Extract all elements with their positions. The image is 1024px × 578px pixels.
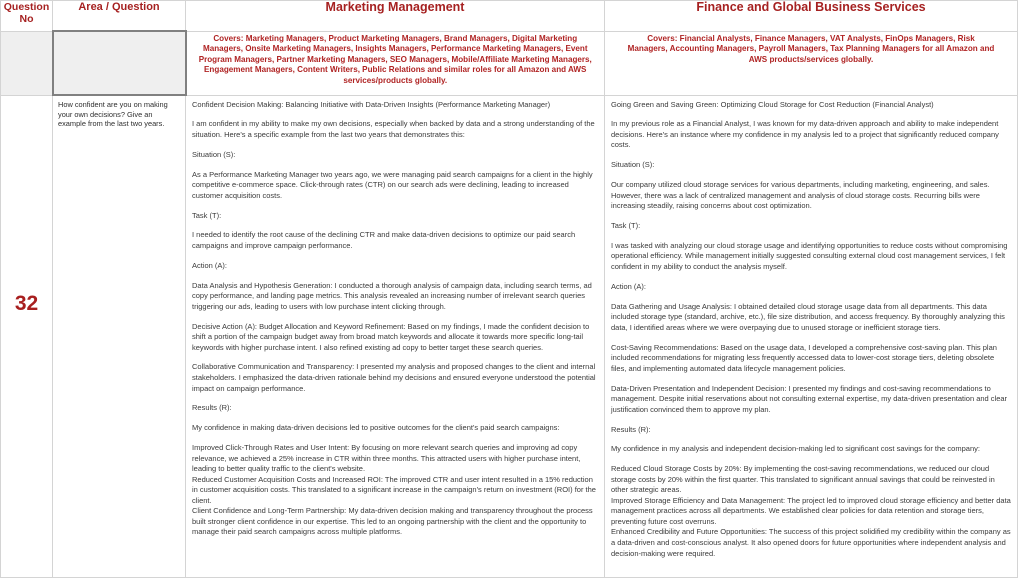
answer-paragraph: Decisive Action (A): Budget Allocation and Keyword Refinement: Based on my findings, I made the confident decision to shift a portion of the campaign budget away from broad match keywords and allocate it towards more specific long-tail keywords with higher purchase intent. I also refined existing ad copy to better target these search queries. <box>192 321 590 352</box>
covers-cell-question-no[interactable] <box>1 31 53 95</box>
answer-paragraph: Data Gathering and Usage Analysis: I obtained detailed cloud storage usage data from all departments. This data included storage type (standard, archive, etc.), file size distribution, and access frequency. By thoroughly analyzing this data, I identified areas where we were overpaying due to unused storage or inefficient storage tiers. <box>611 301 1005 332</box>
covers-cell-finance <box>605 31 1018 95</box>
cell-area-question[interactable] <box>53 95 186 578</box>
marketing-answer-body <box>186 96 604 539</box>
answer-paragraph: Reduced Customer Acquisition Costs and Increased ROI: The improved CTR and user intent resulted in a 15% reduction in customer acquisition costs. This translated to a significant increase in the campaign's return on investment (ROI) for the client. <box>192 474 596 505</box>
answer-paragraph: My confidence in making data-driven decisions led to positive outcomes for the client's paid search campaigns: <box>192 423 560 433</box>
cell-marketing-answer[interactable] <box>186 95 605 578</box>
covers-row <box>1 31 1018 95</box>
covers-cell-area-question[interactable] <box>53 31 186 95</box>
answer-paragraph: Cost-Saving Recommendations: Based on the usage data, I developed a comprehensive cost-saving plan. This plan included recommendations for migrating less frequently accessed data to lower-cost storage tiers, deleting obsolete files, and implementing automated data lifecycle management policies. <box>611 342 997 373</box>
answer-paragraph: Action (A): <box>192 260 228 270</box>
answer-paragraph: I was tasked with analyzing our cloud storage usage and identifying opportunities to reduce costs without compromising operational efficiency. While management initially suggested consulting external cloud cost management services, I felt confident in my ability to conduct the analysis myself. <box>611 240 1008 271</box>
answer-paragraph: Our company utilized cloud storage services for various departments, including marketing, engineering, and sales. However, there was a lack of centralized management and analysis of cloud storage costs. Recurring bills were increasing steadily, raising concerns about cost optimization. <box>611 180 990 211</box>
answer-paragraph: Results (R): <box>611 424 651 434</box>
answer-paragraph: Task (T): <box>611 221 641 231</box>
answer-paragraph: Data Analysis and Hypothesis Generation: I conducted a thorough analysis of campaign data, including search terms, ad copy performance, and landing page metrics. This analysis revealed an increasing number of irrelevant search queries triggering our ads, leading to users with low purchase intent clicking through. <box>192 280 592 311</box>
finance-answer-body <box>605 96 1017 560</box>
answer-paragraph: Going Green and Saving Green: Optimizing Cloud Storage for Cost Reduction (Financial Analyst) <box>611 99 934 109</box>
answer-paragraph: As a Performance Marketing Manager two years ago, we were managing paid search campaigns for a client in the highly competitive e-commerce space. Click-through rates (CTR) on our search ads were declining, leading to increased customer acquisition costs. <box>192 169 593 200</box>
column-header-question-no: Question No <box>1 1 53 32</box>
question-number: 32 <box>14 291 39 315</box>
covers-text-marketing: Covers: Marketing Managers, Product Marketing Managers, Brand Managers, Digital Marketing Managers, Onsite Marketing Managers, Insights Managers, Performance Marketing Managers, Event Program Managers, Partner Marketing Managers, SEO Managers, Mobile/Affiliate Marketing Managers, Engagement Managers, Content Writers, Public Relations and similar roles for all Amazon and AWS services/products globally. <box>198 33 592 85</box>
question-text: How confident are you on making your own decisions? Give an example from the last two years. <box>58 100 168 129</box>
column-header-area-question: Area / Question <box>53 1 186 32</box>
answer-paragraph: Situation (S): <box>611 160 655 170</box>
answer-paragraph: I am confident in my ability to make my own decisions, especially when backed by data and a strong understanding of the situation. Here's a specific example from the last two years that demonstrates this: <box>192 119 595 139</box>
table-row <box>1 95 1018 578</box>
answer-paragraph: Collaborative Communication and Transparency: I presented my analysis and proposed changes to the client and internal stakeholders. I emphasized the data-driven rationale behind my decisions and ensured everyone understood the potential impact on campaign performance. <box>192 362 596 393</box>
table-header-row <box>1 1 1018 32</box>
answer-paragraph: Results (R): <box>192 403 232 413</box>
answer-paragraph: Enhanced Credibility and Future Opportunities: The success of this project solidified my credibility within the company as a data-driven and cost-conscious analyst. It also opened doors for future opportunities where independent analysis and decision-making were required. <box>611 527 1011 558</box>
column-header-finance-gbs: Finance and Global Business Services <box>605 1 1018 32</box>
covers-cell-marketing <box>186 31 605 95</box>
answer-paragraph: Confident Decision Making: Balancing Initiative with Data-Driven Insights (Performance Marketing Manager) <box>192 99 551 109</box>
answer-paragraph: Action (A): <box>611 281 647 291</box>
answer-paragraph: Improved Storage Efficiency and Data Management: The project led to improved cloud storage efficiency and better data management practices across all departments. We established clear policies for data retention and storage tiers, preventing future cost overruns. <box>611 495 1011 526</box>
answer-paragraph: My confidence in my analysis and independent decision-making led to significant cost savings for the company: <box>611 444 980 454</box>
answer-paragraph: In my previous role as a Financial Analyst, I was known for my data-driven approach and ability to make independent decisions. Here's an instance where my confidence in my analysis led to a project that significantly reduced company costs. <box>611 119 999 150</box>
answer-paragraph: Improved Click-Through Rates and User Intent: By focusing on more relevant search queries and improving ad copy relevance, we achieved a 25% increase in CTR within three months. This attracted users with higher purchase intent, leading to better quality traffic to the client's website. <box>192 443 581 474</box>
answer-paragraph: Client Confidence and Long-Term Partnership: My data-driven decision making and transparency throughout the process built stronger client confidence in our expertise. This led to an ongoing partnership with the client and the opportunity to manage their paid search campaigns across multiple platforms. <box>192 506 593 537</box>
cell-finance-answer[interactable] <box>605 95 1018 578</box>
column-header-marketing-management: Marketing Management <box>186 1 605 32</box>
answer-paragraph: I needed to identify the root cause of the declining CTR and make data-driven decisions to optimize our paid search campaigns and improve campaign performance. <box>192 230 576 250</box>
covers-text-finance: Covers: Financial Analysts, Finance Managers, VAT Analysts, FinOps Managers, Risk Managers, Accounting Managers, Payroll Managers, Tax Planning Managers for all Amazon and AWS products/services globally. <box>627 33 995 64</box>
answer-paragraph: Reduced Cloud Storage Costs by 20%: By implementing the cost-saving recommendations, we reduced our cloud storage costs by 20% within the first quarter. This translated to significant annual savings that could be reinvested in other strategic areas. <box>611 464 995 495</box>
answer-paragraph: Situation (S): <box>192 149 236 159</box>
answer-paragraph: Task (T): <box>192 210 222 220</box>
answer-paragraph: Data-Driven Presentation and Independent Decision: I presented my findings and cost-saving recommendations to management. Despite initial reservations about not consulting external expertise, my data-driven presentation and clear justification convinced them to approve my plan. <box>611 383 1008 414</box>
cell-question-no[interactable] <box>1 95 53 578</box>
